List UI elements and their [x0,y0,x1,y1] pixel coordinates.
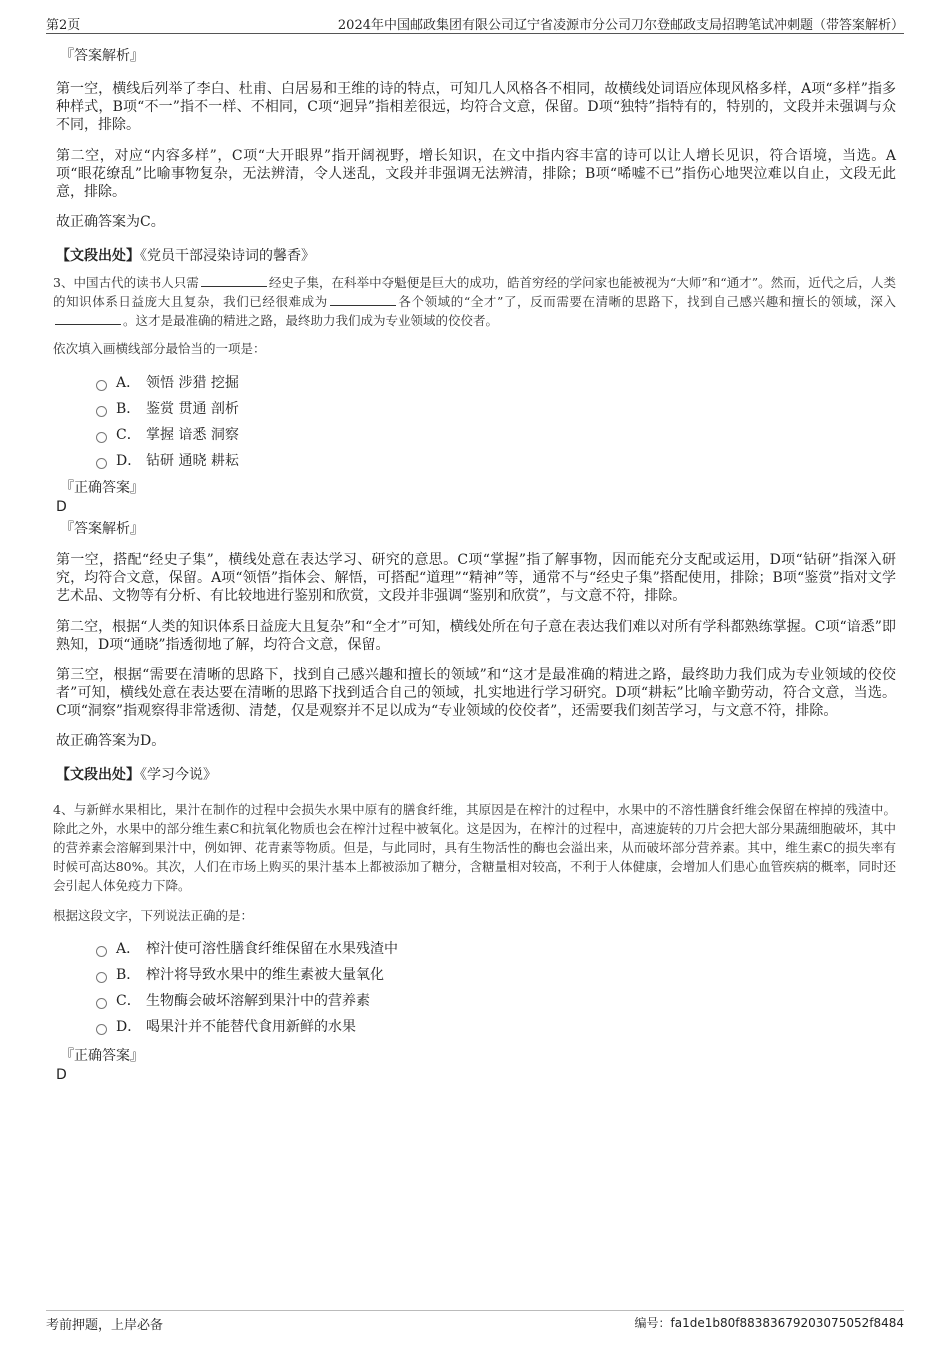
q2-analysis-paragraph-1: 第一空，横线后列举了李白、杜甫、白居易和王维的诗的特点，可知几人风格各不相同，故横线处词语应体现风格多样，A项“多样”指多种样式，B项“不一”指不一样、不相同，C项“迥异”指相差很远，均符合文意，保留。D项“独特”指特有的，特别的，文段并未强调与众不同，排除。 [56,81,896,133]
option-text: 榨汁使可溶性膳食纤维保留在水果残渣中 [146,941,398,957]
document-title: 2024年中国邮政集团有限公司辽宁省凌源市分公司刀尔登邮政支局招聘笔试冲刺题（带答案解析） [337,18,904,33]
q3-analysis-paragraph-1: 第一空，搭配“经史子集”，横线处意在表达学习、研究的意思。C项“掌握”指了解事物，因而能充分支配或运用，D项“钻研”指深入研究，均符合文意，保留。A项“领悟”指体会、解悟，可搭配“道理”“精神”等，通常不与“经史子集”搭配使用，排除；B项“鉴赏”指对文学艺术品、文物等有分析、有比较地进行鉴别和欣赏，文段并非强调“鉴别和欣赏”，与文意不符，排除。 [56,552,896,604]
q4-option-a[interactable] [96,936,896,962]
q3-options [56,370,896,474]
q3-stem [53,273,896,330]
q3-analysis-paragraph-2: 第二空，根据“人类的知识体系日益庞大且复杂”和“全才”可知，横线处所在句子意在表达我们难以对所有学科都熟练掌握。C项“谙悉”即熟知，D项“通晓”指透彻地了解，均符合文意，保留。 [56,619,896,653]
option-letter: A． [116,375,141,391]
q4-option-d[interactable] [96,1014,896,1040]
q3-source [56,766,896,784]
q3-answer-label: 『正确答案』 [60,480,144,496]
q2-analysis-label: 『答案解析』 [60,48,144,64]
q2-source-label: 【文段出处】 [56,248,140,264]
radio-icon[interactable] [96,380,107,391]
q4-answer: D [56,1067,67,1083]
q3-stem-part-d: 。这才是最准确的精进之路，最终助力我们成为专业领域的佼佼者。 [123,313,499,328]
radio-icon[interactable] [96,406,107,417]
q4-options [56,936,896,1040]
q3-answer: D [56,499,67,515]
q2-conclusion: 故正确答案为C。 [56,214,165,230]
page-footer [46,1310,904,1333]
q3-conclusion: 故正确答案为D。 [56,733,166,749]
q2-analysis-paragraph-2: 第二空，对应“内容多样”，C项“大开眼界”指开阔视野，增长知识，在文中指内容丰富的诗可以让人增长见识，符合语境，当选。A项“眼花缭乱”比喻事物复杂，无法辨清，令人迷乱，文段并非强调无法辨清，排除；B项“唏嘘不已”指伤心地哭泣难以自止，文段无此意，排除。 [56,148,896,200]
q3-blank-2 [330,293,396,306]
q3-prompt: 依次填入画横线部分最恰当的一项是： [53,341,266,356]
radio-icon[interactable] [96,972,107,983]
radio-icon[interactable] [96,1024,107,1035]
radio-icon[interactable] [96,432,107,443]
q3-source-text: 《学习今说》 [140,767,217,783]
q2-source [56,247,896,265]
q3-option-a[interactable] [96,370,896,396]
q4-answer-label: 『正确答案』 [60,1048,144,1064]
option-text: 钻研 通晓 耕耘 [146,453,239,469]
q3-blank-3 [55,312,121,325]
option-text: 鉴赏 贯通 剖析 [146,401,239,417]
option-letter: C． [116,427,141,443]
option-letter: A． [116,941,141,957]
radio-icon[interactable] [96,946,107,957]
q4-option-c[interactable] [96,988,896,1014]
page-content [53,46,896,1084]
footer-slogan: 考前押题，上岸必备 [46,1318,164,1333]
option-letter: D． [116,453,142,469]
q3-stem-part-c: 各个领域的“全才”了，反而需要在清晰的思路下，找到自己感兴趣和擅长的领域，深入 [397,294,896,309]
q3-analysis-label: 『答案解析』 [60,521,144,537]
q2-source-text: 《党员干部浸染诗词的馨香》 [140,248,315,264]
option-letter: D． [116,1019,142,1035]
q3-option-d[interactable] [96,448,896,474]
q4-option-b[interactable] [96,962,896,988]
q3-stem-part-b: 经史子集，在科举中夺魁便是巨大的成功，皓首穷经的学问家也能被视为“大师”和“通才”。然而，近代之后，人类的知识体系日益庞大且复杂，我们已经很难成为 [53,275,896,309]
option-text: 榨汁将导致水果中的维生素被大量氧化 [146,967,384,983]
page-header [46,13,904,34]
option-text: 掌握 谙悉 洞察 [146,427,239,443]
radio-icon[interactable] [96,998,107,1009]
q3-option-c[interactable] [96,422,896,448]
q3-analysis-paragraph-3: 第三空，根据“需要在清晰的思路下，找到自己感兴趣和擅长的领域”和“这才是最准确的精进之路，最终助力我们成为专业领域的佼佼者”可知，横线处意在表达要在清晰的思路下找到适合自己的领域，扎实地进行学习研究。D项“耕耘”比喻辛勤劳动，符合文意，当选。C项“洞察”指观察得非常透彻、清楚，仅是观察并不足以成为“专业领域的佼佼者”，还需要我们刻苦学习，与文意不符，排除。 [56,667,896,719]
page-number: 第2页 [46,18,81,33]
q3-blank-1 [201,274,267,287]
radio-icon[interactable] [96,458,107,469]
option-letter: B． [116,967,141,983]
q3-source-label: 【文段出处】 [56,767,140,783]
option-text: 喝果汁并不能替代食用新鲜的水果 [146,1019,356,1035]
q3-stem-part-a: 3、中国古代的读书人只需 [53,275,199,290]
q4-prompt: 根据这段文字，下列说法正确的是： [53,908,254,923]
option-letter: C． [116,993,141,1009]
q3-option-b[interactable] [96,396,896,422]
document-id: 编号：fa1de1b80f88383679203075052f8484 [634,1316,904,1330]
option-text: 生物酶会破坏溶解到果汁中的营养素 [146,993,370,1009]
q4-stem: 4、与新鲜水果相比，果汁在制作的过程中会损失水果中原有的膳食纤维，其原因是在榨汁的过程中，水果中的不溶性膳食纤维会保留在榨掉的残渣中。除此之外，水果中的部分维生素C和抗氧化物质也会在榨汁过程中被氧化。这是因为，在榨汁的过程中，高速旋转的刀片会把大部分果蔬细胞破坏，其中的营养素会溶解到果汁中，例如钾、花青素等物质。但是，与此同时，具有生物活性的酶也会溢出来，从而破坏部分营养素。其中，维生素C的损失率有时候可高达80%。其次，人们在市场上购买的果汁基本上都被添加了糖分，含糖量相对较高，不利于人体健康，会增加人们患心血管疾病的概率，同时还会引起人体免疫力下降。 [53,802,896,893]
option-text: 领悟 涉猎 挖掘 [146,375,239,391]
option-letter: B． [116,401,141,417]
